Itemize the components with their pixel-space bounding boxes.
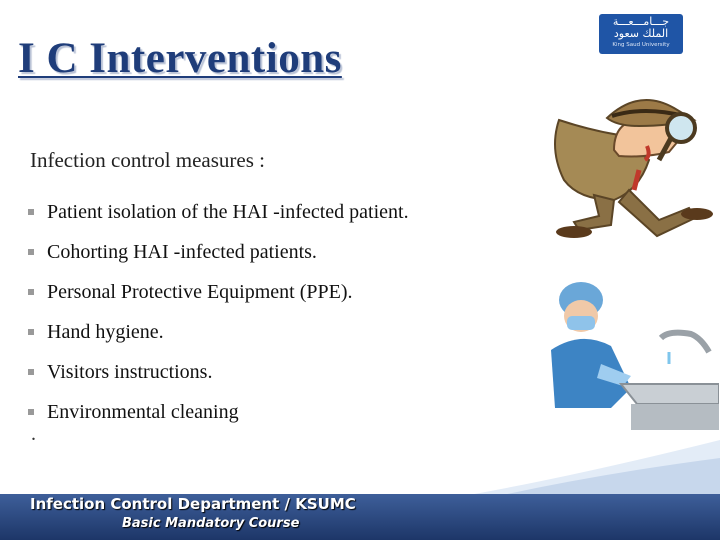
bullet-item: Hand hygiene.	[28, 312, 409, 352]
footer-banner	[0, 486, 720, 540]
university-logo	[599, 14, 683, 54]
bullet-square-icon	[28, 289, 34, 295]
bullet-square-icon	[28, 249, 34, 255]
detective-illustration	[519, 90, 719, 250]
bullet-item: Cohorting HAI -infected patients.	[28, 232, 409, 272]
logo-arabic-text: جـــامـــعـــة الملك سعود	[612, 15, 670, 40]
bullet-item: Personal Protective Equipment (PPE).	[28, 272, 409, 312]
bullet-square-icon	[28, 409, 34, 415]
footer-department: Infection Control Department / KSUMC	[30, 495, 356, 513]
surgeon-illustration	[541, 268, 719, 440]
logo-english-text: King Saud University	[612, 42, 670, 48]
bullet-square-icon	[28, 209, 34, 215]
slide-title: I C Interventions	[18, 35, 342, 82]
bullet-item: Patient isolation of the HAI -infected patient.	[28, 192, 409, 232]
trailing-mark: .	[31, 423, 36, 445]
bullet-item: Visitors instructions.	[28, 352, 409, 392]
bullet-list	[28, 192, 409, 432]
bullet-square-icon	[28, 329, 34, 335]
footer-course: Basic Mandatory Course	[122, 516, 300, 531]
bullet-item: Environmental cleaning	[28, 392, 409, 432]
slide-subtitle: Infection control measures :	[30, 148, 265, 172]
bullet-square-icon	[28, 369, 34, 375]
